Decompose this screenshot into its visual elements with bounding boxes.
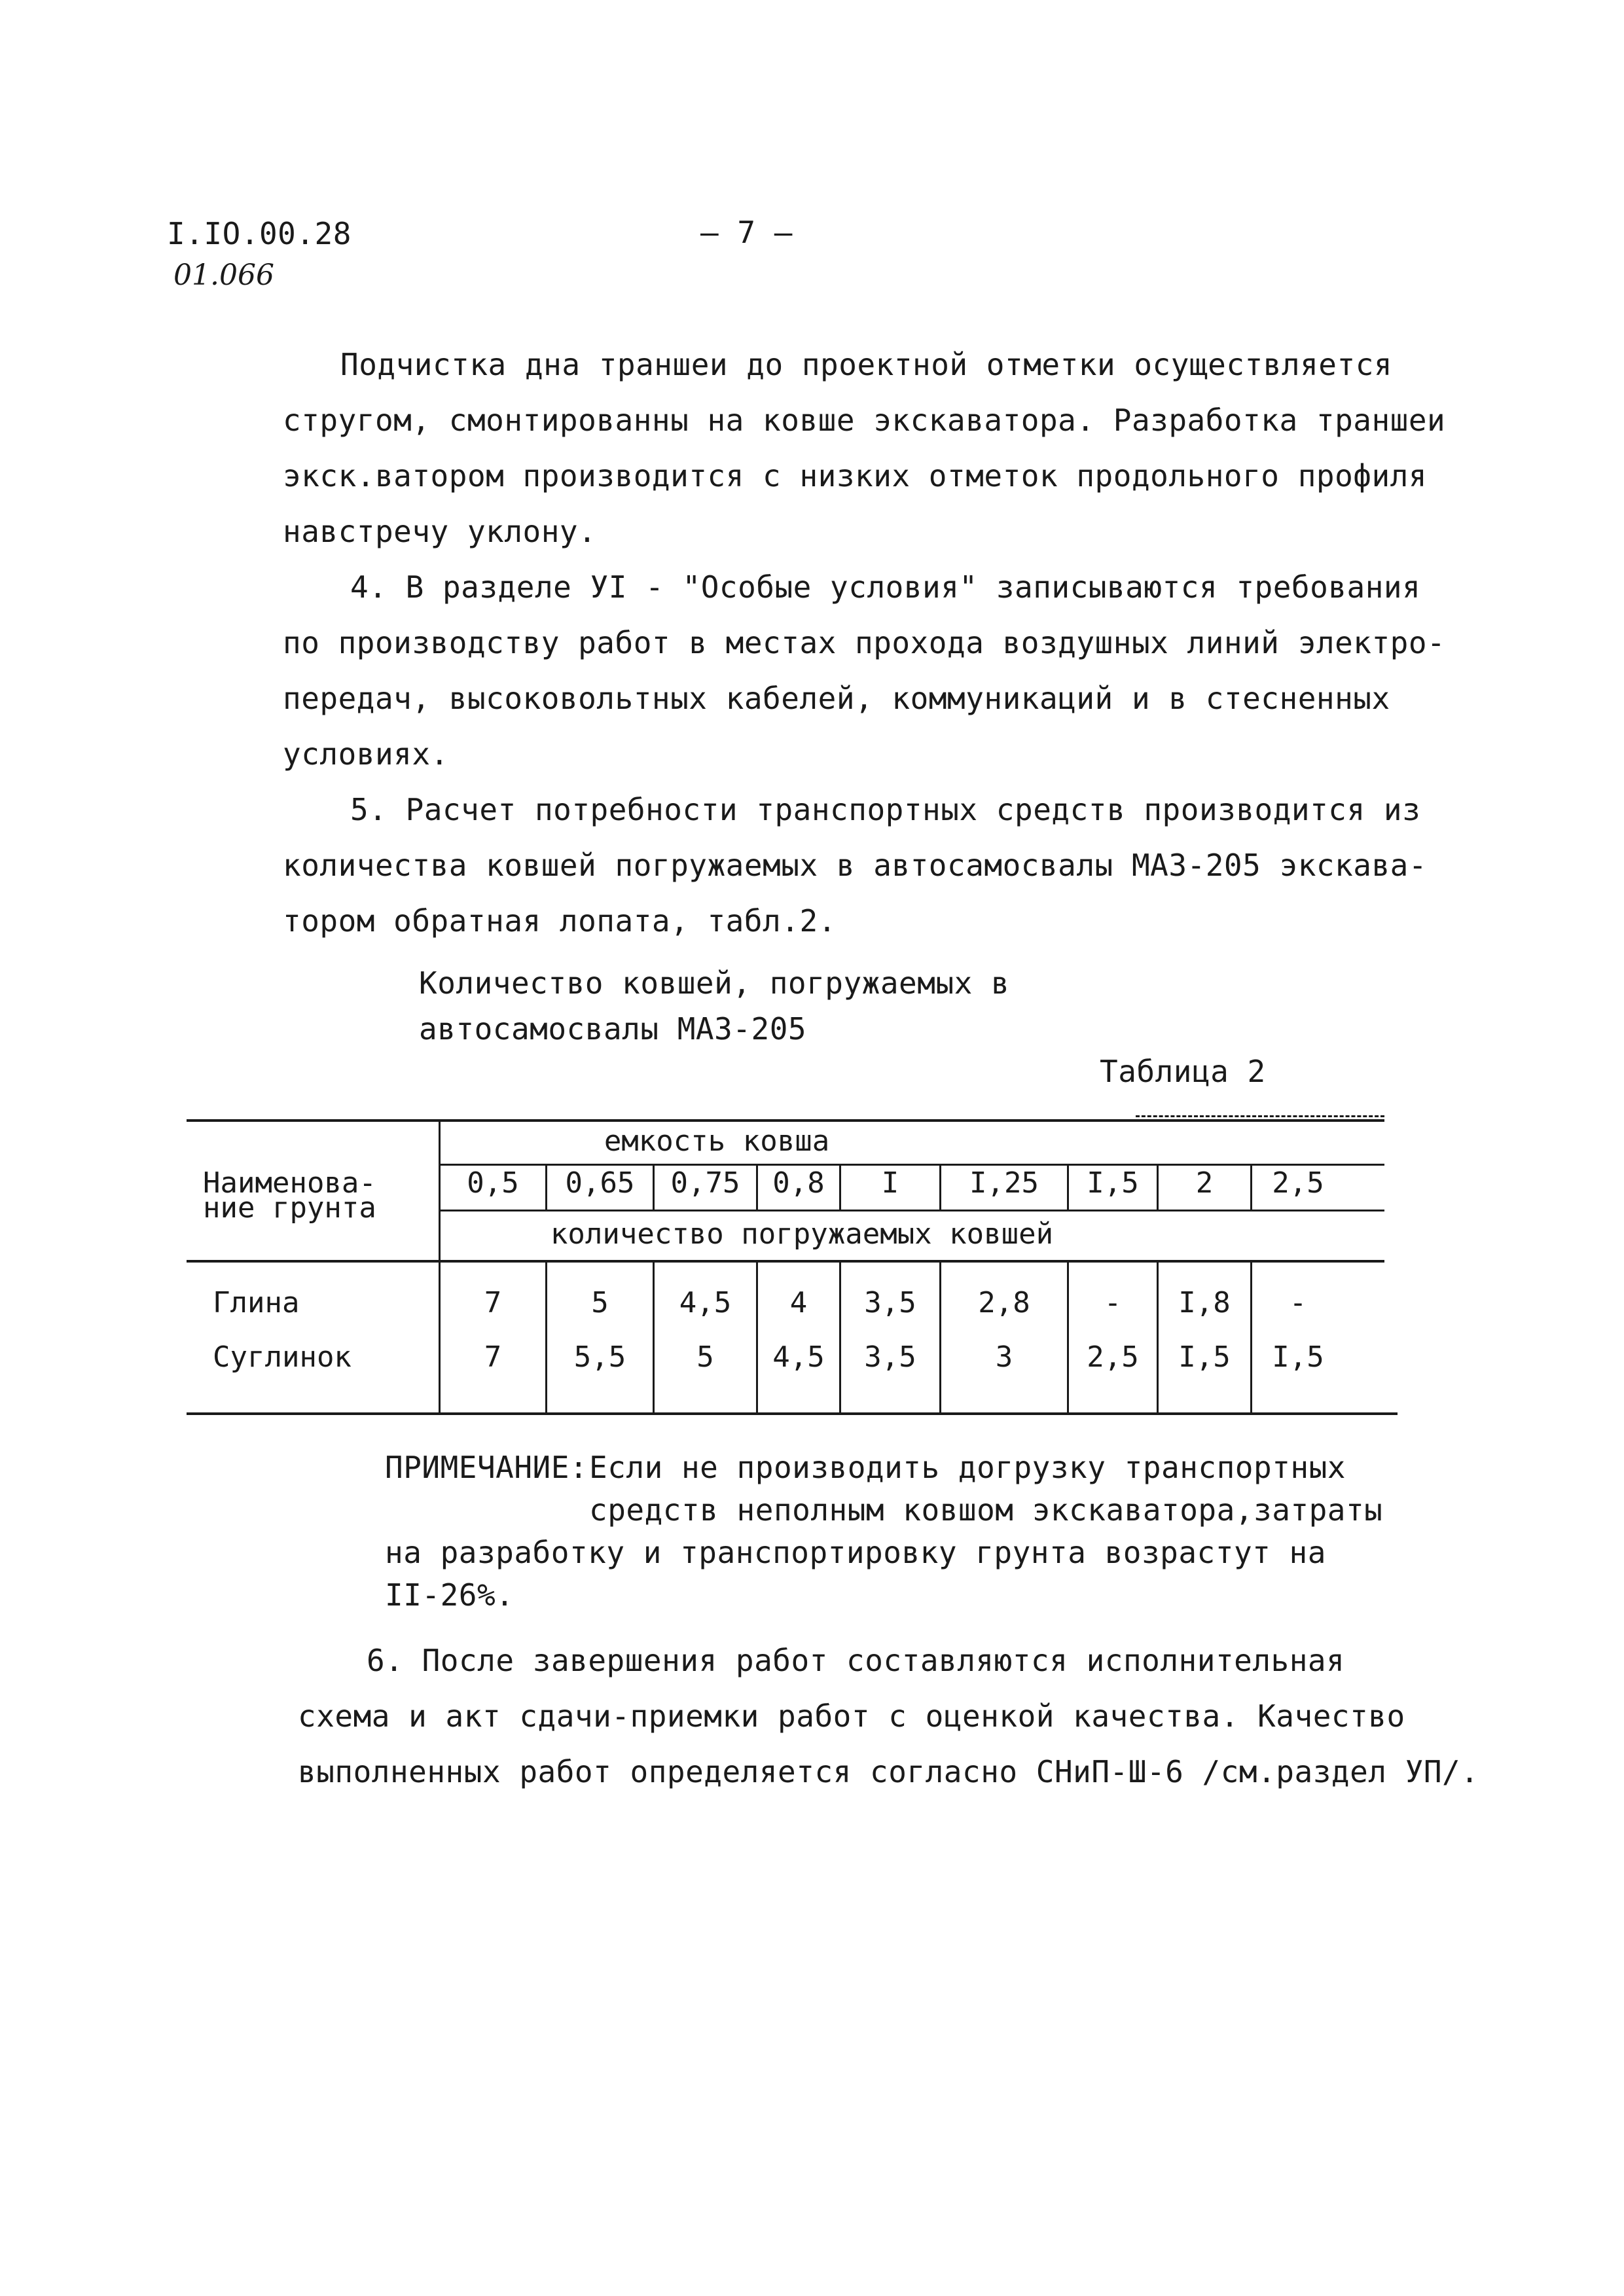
note-line: на разработку и транспортировку грунта возрастут на: [385, 1535, 1326, 1570]
table-top-rule-dashed: [1136, 1115, 1384, 1117]
row-header-title: ние грунта: [203, 1191, 376, 1225]
column-divider: [653, 1260, 655, 1412]
column-divider: [756, 1260, 758, 1412]
note-line: II-26%.: [385, 1577, 514, 1613]
table-cell: I,5: [1178, 1340, 1231, 1374]
capacity-value: I: [881, 1166, 899, 1200]
column-divider: [545, 1260, 547, 1412]
quantity-header: количество погружаемых ковшей: [550, 1217, 1054, 1251]
table-top-rule: [187, 1119, 1384, 1122]
capacity-value: 0,75: [670, 1166, 740, 1200]
table-cell: 5: [591, 1286, 609, 1319]
paragraph-line: количества ковшей погружаемых в автосамосвалы МАЗ-205 экскава-: [283, 848, 1428, 883]
table-cell: -: [1104, 1286, 1122, 1319]
paragraph-line: условиях.: [283, 736, 449, 772]
table-cell: 7: [484, 1286, 502, 1319]
handwritten-mark: 01.066: [173, 259, 274, 292]
capacity-value: 2,5: [1272, 1166, 1324, 1200]
paragraph-line: навстречу уклону.: [283, 514, 597, 549]
paragraph-line: по производству работ в местах прохода воздушных линий электро-: [283, 625, 1446, 660]
column-divider: [1067, 1260, 1069, 1412]
paragraph-line: 4. В разделе УI - "Особые условия" записываются требования: [350, 569, 1421, 605]
table-label: Таблица 2: [1100, 1054, 1266, 1089]
quantity-row-rule: [439, 1210, 1384, 1211]
paragraph-line: 6. После завершения работ составляются исполнительная: [367, 1643, 1345, 1678]
page-number: – 7 –: [700, 215, 793, 250]
table-cell: I,5: [1272, 1340, 1324, 1374]
table-cell: 4,5: [679, 1286, 732, 1319]
table-caption-line: Количество ковшей, погружаемых в: [419, 965, 1010, 1001]
table-cell: 3,5: [864, 1286, 916, 1319]
table-cell: -: [1289, 1286, 1307, 1319]
table-cell: 2,5: [1087, 1340, 1139, 1374]
paragraph-line: 5. Расчет потребности транспортных средств производится из: [350, 792, 1421, 827]
capacity-value: I,25: [969, 1166, 1039, 1200]
paragraph-line: стругом, смонтированны на ковше экскаватора. Разработка траншеи: [283, 403, 1446, 438]
capacity-value: 2: [1195, 1166, 1214, 1200]
soil-name: Глина: [213, 1286, 300, 1319]
note-line: средств неполным ковшом экскаватора,затраты: [589, 1492, 1383, 1528]
capacity-value: 0,5: [467, 1166, 519, 1200]
paragraph-line: Подчистка дна траншеи до проектной отметки осуществляется: [340, 347, 1393, 382]
table-caption-line: автосамосвалы МАЗ-205: [419, 1011, 807, 1047]
row-header-title: Наименова-: [203, 1166, 376, 1200]
paragraph-line: выполненных работ определяется согласно СНиП-Ш-6 /см.раздел УП/.: [298, 1754, 1479, 1789]
column-divider: [1250, 1260, 1252, 1412]
capacity-value: 0,8: [772, 1166, 825, 1200]
table-cell: 3: [995, 1340, 1013, 1374]
capacity-value: 0,65: [565, 1166, 635, 1200]
column-divider: [1157, 1260, 1159, 1412]
capacity-header: емкость ковша: [604, 1124, 830, 1158]
paragraph-line: экск.ватором производится с низких отметок продольного профиля: [283, 458, 1428, 493]
table-cell: 4: [789, 1286, 808, 1319]
paragraph-line: тором обратная лопата, табл.2.: [283, 903, 837, 939]
note-label: ПРИМЕЧАНИЕ:: [385, 1450, 588, 1485]
table-cell: 5: [696, 1340, 714, 1374]
data-table: [187, 1113, 1398, 1420]
header-bottom-rule: [187, 1260, 1384, 1263]
table-cell: 7: [484, 1340, 502, 1374]
table-cell: 5,5: [573, 1340, 626, 1374]
table-cell: I,8: [1178, 1286, 1231, 1319]
column-divider: [939, 1260, 941, 1412]
soil-name: Суглинок: [213, 1340, 352, 1374]
table-cell: 2,8: [978, 1286, 1030, 1319]
table-cell: 3,5: [864, 1340, 916, 1374]
capacity-value: I,5: [1087, 1166, 1139, 1200]
note-line: Если не производить догрузку транспортных: [589, 1450, 1346, 1485]
document-number: I.IO.00.28: [167, 216, 352, 251]
column-divider: [839, 1260, 841, 1412]
table-cell: 4,5: [772, 1340, 825, 1374]
paragraph-line: схема и акт сдачи-приемки работ с оценкой качества. Качество: [298, 1698, 1405, 1734]
paragraph-line: передач, высоковольтных кабелей, коммуникаций и в стесненных: [283, 681, 1390, 716]
capacity-row-rule: [439, 1164, 1384, 1166]
table-bottom-rule: [187, 1412, 1398, 1415]
